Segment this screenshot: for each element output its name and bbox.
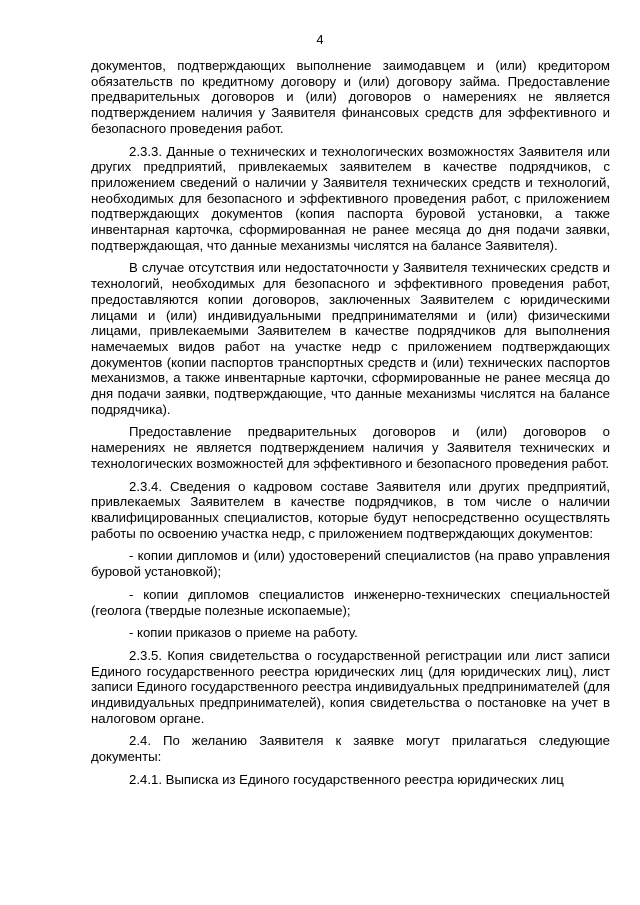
paragraph-2-3-3: 2.3.3. Данные о технических и технологических возможностях Заявителя или других предприятий, привлекаемых заявителем в качестве подрядчиков, с приложением сведений о наличии у Заявителя технических средств и технологий, необходимых для безопасного и эффективного проведения работ, с приложением подтверждающих документов (копия паспорта буровой установки, а также инвентарная карточка, сформированная не ранее месяца до дня подачи заявки, подтверждающая, что данные механизмы числятся на балансе Заявителя). xyxy=(91,143,610,253)
document-body xyxy=(91,58,610,795)
paragraph-2-3-4: 2.3.4. Сведения о кадровом составе Заявителя или других предприятий, привлекаемых Заявителем в качестве подрядчиков, в том числе о наличии квалифицированных специалистов, которые будут непосредственно осуществлять работы по освоению участка недр, с приложением подтверждающих документов: xyxy=(91,478,610,541)
paragraph-2-4-1: 2.4.1. Выписка из Единого государственного реестра юридических лиц xyxy=(129,771,564,787)
paragraph-2-3-5: 2.3.5. Копия свидетельства о государственной регистрации или лист записи Единого государственного реестра юридических лиц (для юридических лиц), лист записи Единого государственного реестра индивидуальных предпринимателей (для индивидуальных предпринимателей), копия свидетельства о постановке на учет в налоговом органе. xyxy=(91,647,610,726)
list-item-diplomas-engineering: - копии дипломов специалистов инженерно-технических специальностей (геолога (твердые полезные ископаемые); xyxy=(91,586,610,618)
paragraph-preliminary-contracts: Предоставление предварительных договоров и (или) договоров о намерениях не является подтверждением наличия у Заявителя технических и технологических возможностей для эффективного и безопасного проведения работ. xyxy=(91,424,610,471)
paragraph-2-4: 2.4. По желанию Заявителя к заявке могут прилагаться следующие документы: xyxy=(91,733,610,765)
list-item-diplomas-drilling: - копии дипломов и (или) удостоверений специалистов (на право управления буровой установкой); xyxy=(91,548,610,580)
paragraph-lack-of-equipment: В случае отсутствия или недостаточности у Заявителя технических средств и технологий, необходимых для безопасного и эффективного проведения работ, предоставляются копии договоров, заключенных Заявителем с юридическими лицами и (или) индивидуальными предпринимателями и (или) физическими лицами, привлекаемыми Заявителем в качестве подрядчиков для выполнения намечаемых видов работ на участке недр с приложением подтверждающих документов (копии паспортов транспортных средств и (или) технических паспортов механизмов, а также инвентарные карточки, сформированные не ранее месяца до дня подачи заявки, подтверждающие, что данные механизмы числятся на балансе подрядчика). xyxy=(91,260,610,417)
paragraph-continuation: документов, подтверждающих выполнение заимодавцем и (или) кредитором обязательств по кредитному договору и (или) договору займа. Предоставление предварительных договоров и (или) договоров о намерениях не является подтверждением наличия у Заявителя финансовых средств для эффективного и безопасного проведения работ. xyxy=(91,58,610,136)
page-number: 4 xyxy=(316,32,324,47)
list-item-hiring-orders: - копии приказов о приеме на работу. xyxy=(129,625,358,641)
